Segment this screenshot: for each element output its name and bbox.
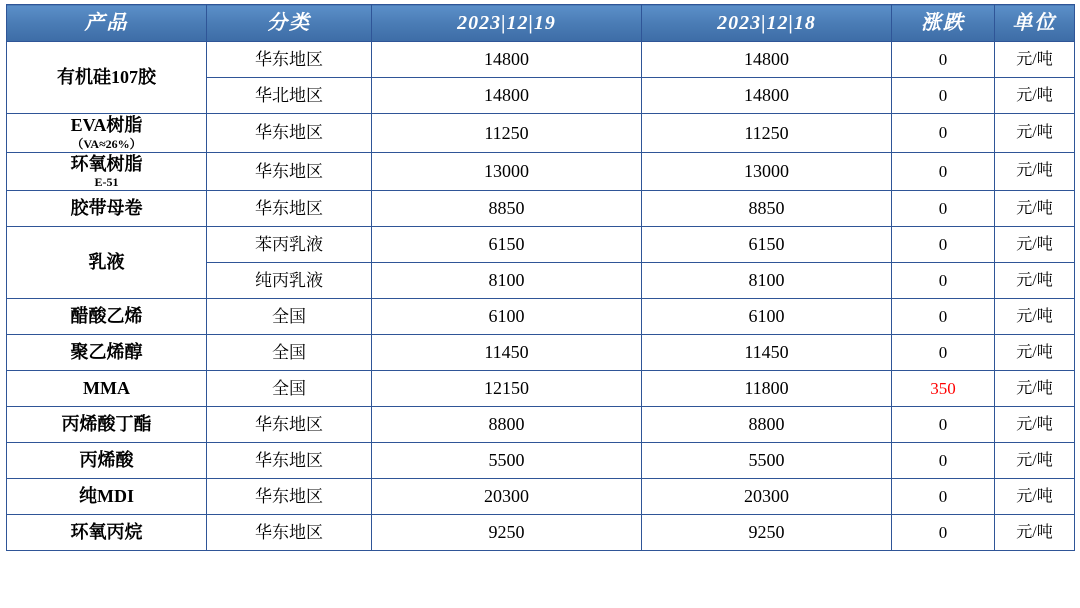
cell-price-previous: 6100	[642, 299, 892, 335]
cell-price-previous: 11250	[642, 114, 892, 153]
product-name: 聚乙烯醇	[70, 342, 143, 363]
cell-price-current: 12150	[372, 371, 642, 407]
cell-change: 0	[892, 114, 995, 153]
cell-category: 华东地区	[207, 191, 372, 227]
cell-product	[7, 114, 207, 153]
cell-category: 华东地区	[207, 479, 372, 515]
cell-unit: 元/吨	[995, 263, 1075, 299]
cell-category: 全国	[207, 299, 372, 335]
cell-change: 0	[892, 335, 995, 371]
cell-price-previous: 9250	[642, 515, 892, 551]
cell-change: 0	[892, 191, 995, 227]
cell-price-previous: 14800	[642, 42, 892, 78]
product-name: 丙烯酸丁酯	[61, 414, 152, 435]
cell-product	[7, 191, 207, 227]
cell-change: 0	[892, 299, 995, 335]
cell-price-current: 14800	[372, 42, 642, 78]
cell-unit: 元/吨	[995, 299, 1075, 335]
cell-price-current: 8100	[372, 263, 642, 299]
cell-category: 华东地区	[207, 443, 372, 479]
column-header-product: 产品	[7, 5, 207, 42]
product-name: 丙烯酸	[79, 450, 134, 471]
cell-price-current: 9250	[372, 515, 642, 551]
table-row	[7, 407, 1075, 443]
column-header-date-previous: 2023|12|18	[642, 5, 892, 42]
cell-price-current: 6100	[372, 299, 642, 335]
cell-change: 0	[892, 227, 995, 263]
cell-unit: 元/吨	[995, 515, 1075, 551]
table-body	[7, 42, 1075, 551]
product-name: 有机硅107胶	[57, 67, 156, 88]
cell-price-current: 5500	[372, 443, 642, 479]
cell-price-previous: 6150	[642, 227, 892, 263]
cell-price-previous: 8100	[642, 263, 892, 299]
cell-price-previous: 8850	[642, 191, 892, 227]
cell-change: 0	[892, 78, 995, 114]
cell-unit: 元/吨	[995, 191, 1075, 227]
cell-change: 0	[892, 479, 995, 515]
cell-unit: 元/吨	[995, 407, 1075, 443]
product-name: 胶带母卷	[70, 198, 143, 219]
column-header-category: 分类	[207, 5, 372, 42]
table-row	[7, 227, 1075, 263]
cell-price-previous: 20300	[642, 479, 892, 515]
cell-product	[7, 515, 207, 551]
product-name: MMA	[83, 378, 130, 399]
table-row	[7, 152, 1075, 191]
product-subtitle: E-51	[94, 175, 119, 189]
cell-price-previous: 11450	[642, 335, 892, 371]
cell-change: 0	[892, 152, 995, 191]
cell-price-current: 6150	[372, 227, 642, 263]
cell-unit: 元/吨	[995, 42, 1075, 78]
table-row	[7, 299, 1075, 335]
cell-change: 0	[892, 407, 995, 443]
cell-price-current: 11450	[372, 335, 642, 371]
cell-category: 华东地区	[207, 407, 372, 443]
table-row	[7, 479, 1075, 515]
cell-product	[7, 152, 207, 191]
cell-unit: 元/吨	[995, 114, 1075, 153]
cell-category: 华东地区	[207, 114, 372, 153]
cell-product	[7, 42, 207, 114]
table-row	[7, 114, 1075, 153]
cell-price-previous: 14800	[642, 78, 892, 114]
cell-product	[7, 371, 207, 407]
cell-product	[7, 299, 207, 335]
table-row	[7, 443, 1075, 479]
cell-price-current: 8800	[372, 407, 642, 443]
table-row	[7, 42, 1075, 78]
header-row	[7, 5, 1075, 42]
cell-price-current: 14800	[372, 78, 642, 114]
product-name: 环氧树脂	[70, 153, 143, 174]
product-name: 醋酸乙烯	[70, 306, 143, 327]
cell-price-previous: 8800	[642, 407, 892, 443]
column-header-date-current: 2023|12|19	[372, 5, 642, 42]
cell-category: 苯丙乳液	[207, 227, 372, 263]
cell-price-previous: 11800	[642, 371, 892, 407]
cell-unit: 元/吨	[995, 443, 1075, 479]
cell-change: 0	[892, 42, 995, 78]
cell-product	[7, 479, 207, 515]
cell-price-previous: 5500	[642, 443, 892, 479]
cell-unit: 元/吨	[995, 335, 1075, 371]
column-header-change: 涨跌	[892, 5, 995, 42]
chemical-price-table	[6, 4, 1075, 551]
table-row	[7, 515, 1075, 551]
cell-product	[7, 407, 207, 443]
cell-change: 0	[892, 443, 995, 479]
cell-change: 0	[892, 263, 995, 299]
column-header-unit: 单位	[995, 5, 1075, 42]
cell-category: 华东地区	[207, 152, 372, 191]
table-row	[7, 335, 1075, 371]
cell-category: 纯丙乳液	[207, 263, 372, 299]
cell-price-current: 11250	[372, 114, 642, 153]
table-row	[7, 191, 1075, 227]
cell-category: 华东地区	[207, 515, 372, 551]
table-header	[7, 5, 1075, 42]
cell-unit: 元/吨	[995, 371, 1075, 407]
cell-unit: 元/吨	[995, 78, 1075, 114]
table-row	[7, 371, 1075, 407]
product-name: 环氧丙烷	[70, 522, 143, 543]
cell-unit: 元/吨	[995, 227, 1075, 263]
cell-change: 350	[892, 371, 995, 407]
cell-product	[7, 227, 207, 299]
cell-change: 0	[892, 515, 995, 551]
cell-unit: 元/吨	[995, 479, 1075, 515]
product-subtitle: （VA≈26%）	[71, 136, 142, 151]
cell-product	[7, 443, 207, 479]
cell-price-previous: 13000	[642, 152, 892, 191]
product-name: EVA树脂	[70, 115, 143, 135]
cell-price-current: 8850	[372, 191, 642, 227]
product-name: 乳液	[88, 252, 125, 273]
cell-product	[7, 335, 207, 371]
product-name: 纯MDI	[79, 486, 134, 507]
cell-price-current: 13000	[372, 152, 642, 191]
cell-unit: 元/吨	[995, 152, 1075, 191]
cell-price-current: 20300	[372, 479, 642, 515]
cell-category: 全国	[207, 371, 372, 407]
cell-category: 全国	[207, 335, 372, 371]
cell-category: 华东地区	[207, 42, 372, 78]
cell-category: 华北地区	[207, 78, 372, 114]
